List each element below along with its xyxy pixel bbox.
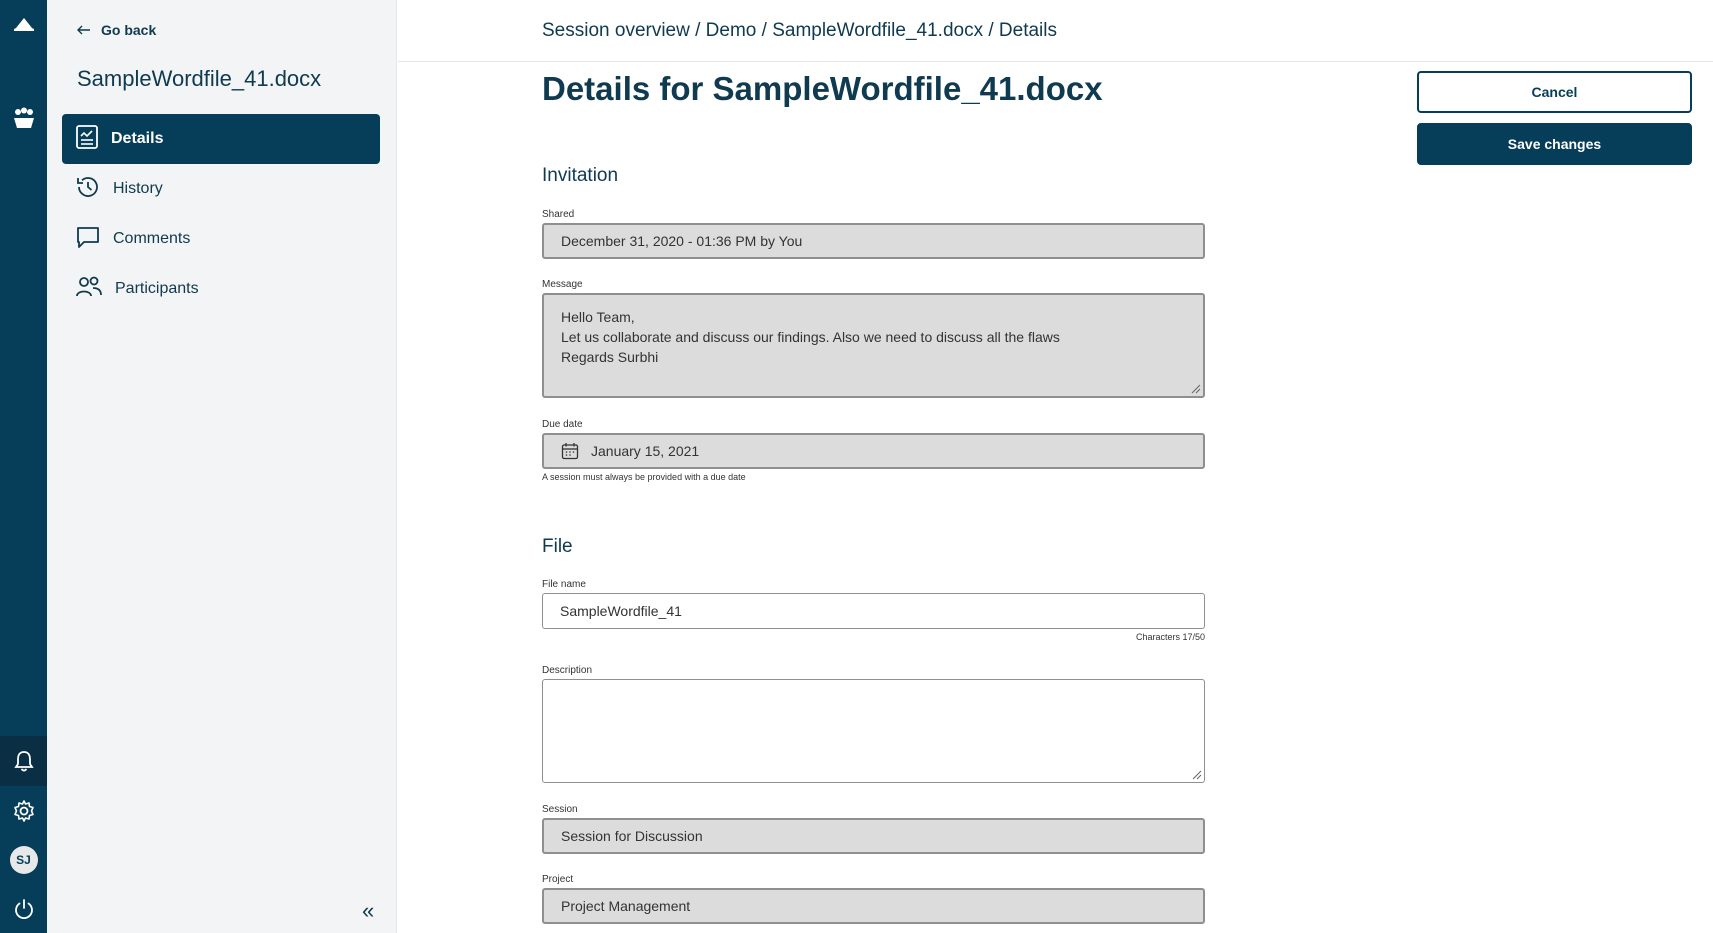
due-date-label: Due date <box>542 419 583 430</box>
gear-icon[interactable] <box>0 787 47 835</box>
sidebar-item-label: Participants <box>115 280 199 297</box>
side-panel <box>47 0 397 933</box>
due-date-value: January 15, 2021 <box>591 443 700 459</box>
app-rail <box>0 0 47 933</box>
shared-label: Shared <box>542 209 575 220</box>
cloud-logo-icon[interactable] <box>0 0 47 48</box>
sidebar-item-details[interactable] <box>62 114 380 164</box>
file-name-value: SampleWordfile_41 <box>560 603 682 619</box>
message-line: Regards Surbhi <box>561 349 659 365</box>
sidebar-item-label: Details <box>111 130 164 147</box>
due-date-hint: A session must always be provided with a due date <box>542 472 746 482</box>
breadcrumb: Session overview / Demo / SampleWordfile_41.docx / Details <box>542 20 1057 41</box>
project-value: Project Management <box>561 898 691 914</box>
calendar-icon <box>561 442 579 460</box>
invitation-section-title: Invitation <box>542 165 619 186</box>
session-value: Session for Discussion <box>561 828 703 844</box>
shared-field <box>542 223 1205 259</box>
participants-icon <box>75 274 103 305</box>
description-label: Description <box>542 665 593 676</box>
history-icon <box>75 174 101 205</box>
session-label: Session <box>542 804 578 815</box>
message-line: Let us collaborate and discuss our findings. Also we need to discuss all the flaws <box>561 329 1060 345</box>
message-label: Message <box>542 279 583 290</box>
comment-icon <box>75 224 101 255</box>
message-textarea <box>542 293 1205 398</box>
shared-value: December 31, 2020 - 01:36 PM by You <box>561 233 803 249</box>
session-field <box>542 818 1205 854</box>
main-content <box>398 0 1713 933</box>
message-line: Hello Team, <box>561 309 635 325</box>
sidebar-item-label: History <box>113 180 163 197</box>
file-name-input[interactable] <box>542 593 1205 629</box>
arrow-left-icon <box>77 22 91 38</box>
bell-icon[interactable] <box>0 736 47 786</box>
project-label: Project <box>542 874 574 885</box>
document-title: SampleWordfile_41.docx <box>77 66 322 91</box>
side-nav <box>62 114 380 314</box>
project-field <box>542 888 1205 924</box>
go-back-link[interactable] <box>77 22 156 38</box>
save-changes-button[interactable]: Save changes <box>1417 123 1692 165</box>
page-title: Details for SampleWordfile_41.docx <box>542 70 1103 107</box>
description-textarea[interactable] <box>542 679 1205 783</box>
go-back-label: Go back <box>101 22 157 38</box>
details-icon <box>75 124 99 155</box>
team-icon[interactable] <box>0 94 47 142</box>
sidebar-item-participants[interactable] <box>62 264 380 314</box>
file-name-counter: Characters 17/50 <box>1135 632 1205 642</box>
avatar-initials: SJ <box>10 846 38 874</box>
sidebar-item-comments[interactable] <box>62 214 380 264</box>
power-icon[interactable] <box>0 885 47 933</box>
sidebar-item-label: Comments <box>113 230 191 247</box>
file-section-title: File <box>542 536 573 557</box>
file-name-label: File name <box>542 579 586 590</box>
cancel-button[interactable]: Cancel <box>1417 71 1692 113</box>
breadcrumb-bar <box>398 0 1713 62</box>
user-avatar[interactable] <box>0 836 47 884</box>
resize-grip-icon <box>1191 384 1201 394</box>
collapse-sidebar-icon[interactable]: « <box>362 898 375 923</box>
resize-grip-icon <box>1192 770 1202 780</box>
due-date-field <box>542 433 1205 469</box>
sidebar-item-history[interactable] <box>62 164 380 214</box>
